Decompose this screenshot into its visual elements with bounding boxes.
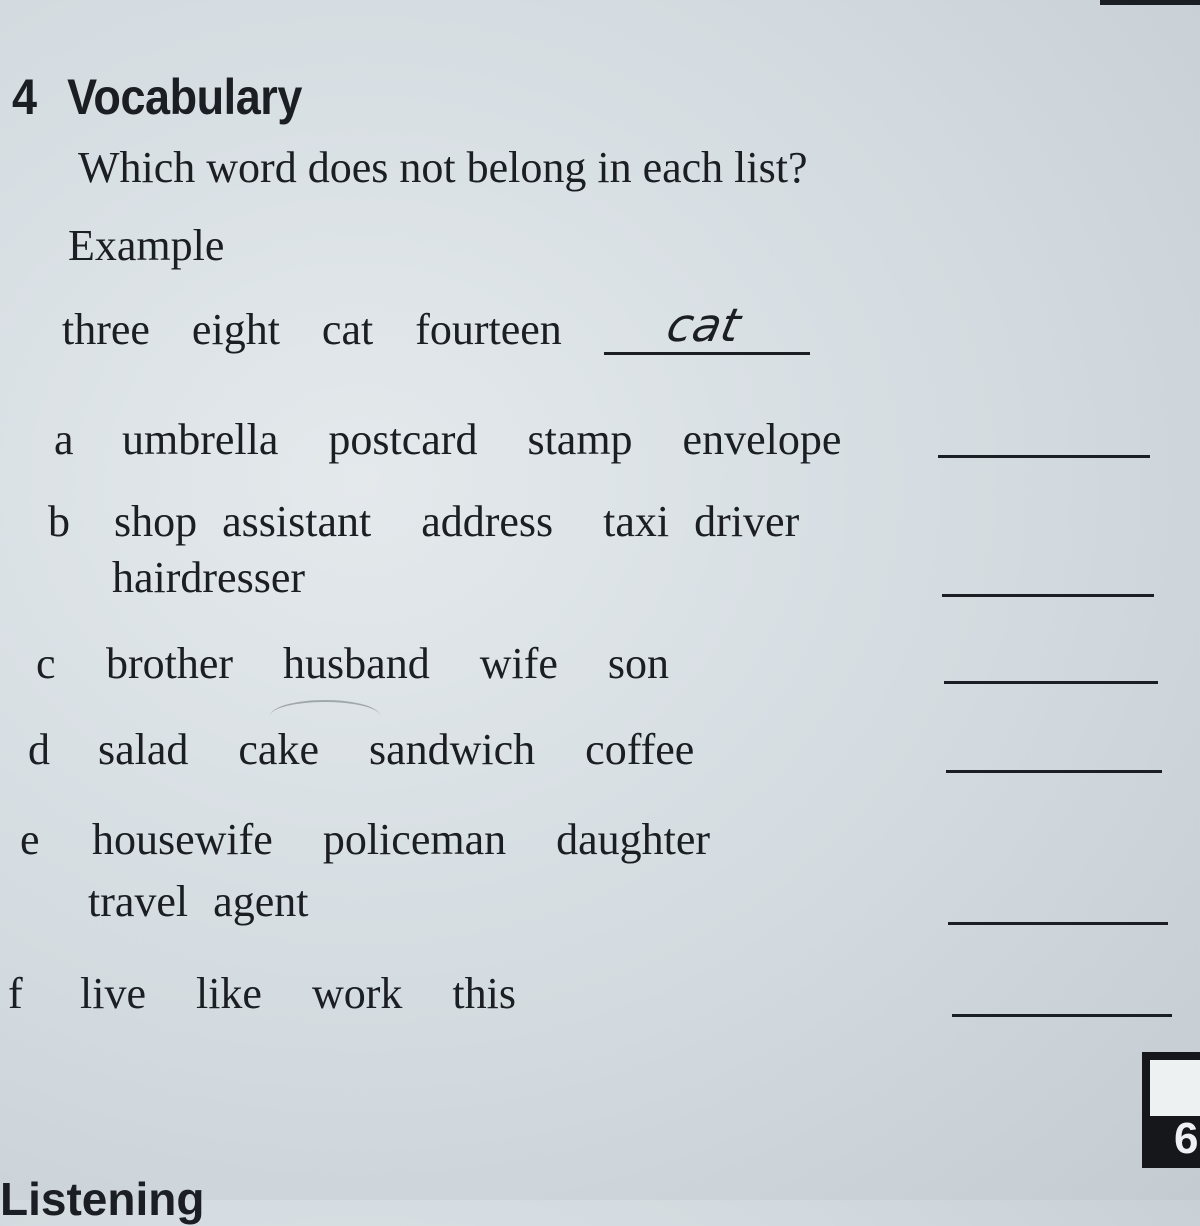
answer-blank[interactable] <box>944 681 1158 684</box>
list-item <box>48 496 70 547</box>
next-section-heading: Listening <box>0 1173 205 1225</box>
page-edge-tab <box>1100 0 1200 5</box>
answer-blank[interactable] <box>938 455 1150 458</box>
item-letter: f <box>8 969 23 1018</box>
item-words: brother husband wife son <box>106 639 670 688</box>
list-item <box>8 968 23 1019</box>
item-words: housewife policeman daughter <box>92 815 711 864</box>
answer-blank[interactable] <box>946 770 1162 773</box>
answer-blank[interactable] <box>948 922 1168 925</box>
page-number: 6 <box>1174 1114 1199 1163</box>
list-item <box>36 638 56 689</box>
item-words: live like work this <box>80 969 516 1018</box>
section-title: Vocabulary <box>67 69 302 125</box>
item-letter: b <box>48 497 70 546</box>
example-handwritten-answer: cat <box>662 298 746 352</box>
answer-blank[interactable] <box>942 594 1154 597</box>
example-label: Example <box>68 221 225 270</box>
item-letter: c <box>36 639 56 688</box>
item-letter: d <box>28 725 50 774</box>
section-number: 4 <box>12 69 37 125</box>
item-letter: a <box>54 415 74 464</box>
item-words: umbrella postcard stamp envelope <box>122 415 842 464</box>
answer-blank[interactable] <box>952 1014 1172 1017</box>
page-tab-highlight <box>1150 1060 1200 1116</box>
item-words-continued: travel agent <box>88 877 309 926</box>
item-words: salad cake sandwich coffee <box>98 725 695 774</box>
item-words-continued: hairdresser <box>112 553 306 602</box>
list-item <box>20 814 40 865</box>
example-words: three eight cat fourteen <box>62 305 562 354</box>
example-answer-line <box>604 352 810 355</box>
section-heading <box>12 68 302 126</box>
item-words: shop assistant address taxi driver <box>114 497 800 546</box>
item-letter: e <box>20 815 40 864</box>
list-item <box>54 414 74 465</box>
list-item <box>28 724 50 775</box>
instruction-text: Which word does not belong in each list? <box>78 143 808 192</box>
page-number-tab <box>1142 1052 1200 1168</box>
